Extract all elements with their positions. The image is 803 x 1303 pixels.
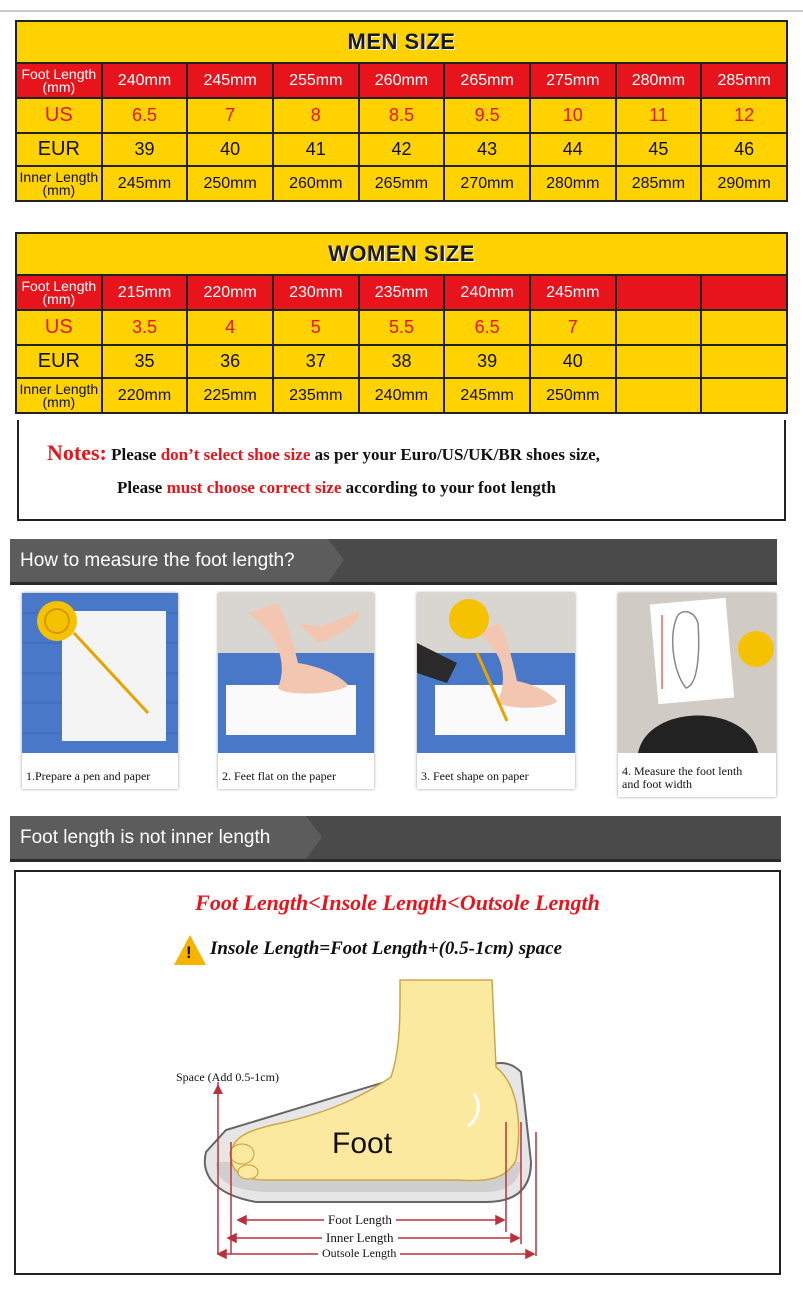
step-card-1 xyxy=(22,593,178,789)
eur-cell: 35 xyxy=(102,345,188,378)
men-foot-length-row xyxy=(16,63,787,98)
eur-cell: 38 xyxy=(359,345,445,378)
foot-vs-inner-banner-title: Foot length is not inner length xyxy=(10,816,306,859)
eur-cell: 41 xyxy=(273,133,359,166)
step-card-2 xyxy=(218,593,374,789)
step-caption: 4. Measure the foot lenth and foot width xyxy=(622,764,743,791)
foot-cell: 220mm xyxy=(187,275,273,310)
foot-cell: 255mm xyxy=(273,63,359,98)
foot-cell: 215mm xyxy=(102,275,188,310)
foot-cell: 245mm xyxy=(187,63,273,98)
notes-text: Please xyxy=(111,445,157,464)
eur-cell: 43 xyxy=(444,133,530,166)
foot-cell: 265mm xyxy=(444,63,530,98)
foot-length-label: Foot Length (mm) xyxy=(16,275,102,310)
inner-cell: 280mm xyxy=(530,166,616,201)
inner-cell: 225mm xyxy=(187,378,273,413)
us-cell: 5 xyxy=(273,310,359,345)
eur-cell: 39 xyxy=(102,133,188,166)
foot-length-measure-label: Foot Length xyxy=(324,1212,396,1228)
eur-cell: 45 xyxy=(616,133,702,166)
us-cell: 4 xyxy=(187,310,273,345)
eur-cell: 36 xyxy=(187,345,273,378)
measure-banner-title: How to measure the foot length? xyxy=(10,539,328,582)
step-card-3 xyxy=(417,593,575,789)
foot-length-label: Foot Length (mm) xyxy=(16,63,102,98)
notes-line-2 xyxy=(117,478,556,498)
us-cell: 11 xyxy=(616,98,702,133)
inner-cell: 250mm xyxy=(187,166,273,201)
foot-length-diagram xyxy=(14,870,781,1275)
notes-box xyxy=(17,420,786,521)
foot-cell: 285mm xyxy=(701,63,787,98)
us-cell: 3.5 xyxy=(102,310,188,345)
notes-line-1 xyxy=(47,440,600,466)
step-caption: 2. Feet flat on the paper xyxy=(222,769,336,783)
notes-warning-text: don’t select shoe size xyxy=(160,445,311,464)
foot-cell: 260mm xyxy=(359,63,445,98)
eur-label: EUR xyxy=(16,133,102,166)
foot-cell: 280mm xyxy=(616,63,702,98)
eur-cell: 40 xyxy=(187,133,273,166)
eur-cell xyxy=(701,345,787,378)
inner-cell: 245mm xyxy=(102,166,188,201)
foot-cell: 275mm xyxy=(530,63,616,98)
women-size-table xyxy=(15,232,788,414)
step-caption: 1.Prepare a pen and paper xyxy=(26,769,151,783)
trace-foot-photo xyxy=(417,593,575,753)
foot-label: Foot xyxy=(332,1127,393,1160)
notes-text: according to your foot length xyxy=(345,478,556,497)
pen-paper-photo xyxy=(22,593,178,753)
inner-cell: 220mm xyxy=(102,378,188,413)
top-divider xyxy=(0,10,803,12)
banner-arrow xyxy=(328,539,344,582)
us-cell: 7 xyxy=(530,310,616,345)
eur-cell: 39 xyxy=(444,345,530,378)
banner-arrow xyxy=(306,816,322,859)
foot-cell: 240mm xyxy=(444,275,530,310)
outsole-length-measure-label: Outsole Length xyxy=(318,1246,400,1261)
us-cell: 8 xyxy=(273,98,359,133)
us-cell: 6.5 xyxy=(102,98,188,133)
us-cell: 10 xyxy=(530,98,616,133)
foot-cell xyxy=(616,275,702,310)
eur-cell: 37 xyxy=(273,345,359,378)
warning-icon: ! xyxy=(174,935,206,965)
inner-cell: 235mm xyxy=(273,378,359,413)
eur-label: EUR xyxy=(16,345,102,378)
men-eur-row xyxy=(16,133,787,166)
measure-banner xyxy=(10,539,777,585)
notes-warning-text: must choose correct size xyxy=(166,478,342,497)
us-cell: 7 xyxy=(187,98,273,133)
inner-cell: 265mm xyxy=(359,166,445,201)
notes-label: Notes: xyxy=(47,440,107,465)
notes-text: as per your Euro/US/UK/BR shoes size, xyxy=(314,445,600,464)
foot-cell: 230mm xyxy=(273,275,359,310)
inner-length-measure-label: Inner Length xyxy=(322,1230,398,1246)
foot-on-paper-photo xyxy=(218,593,374,753)
foot-cell: 235mm xyxy=(359,275,445,310)
us-cell: 9.5 xyxy=(444,98,530,133)
eur-cell: 42 xyxy=(359,133,445,166)
inner-cell: 245mm xyxy=(444,378,530,413)
inner-length-label: Inner Length (mm) xyxy=(16,166,102,201)
step-card-4 xyxy=(618,593,776,797)
foot-cell xyxy=(701,275,787,310)
eur-cell: 40 xyxy=(530,345,616,378)
inner-length-label: Inner Length (mm) xyxy=(16,378,102,413)
us-cell: 5.5 xyxy=(359,310,445,345)
us-cell xyxy=(616,310,702,345)
inner-cell xyxy=(616,378,702,413)
step-caption: 3. Feet shape on paper xyxy=(421,769,529,783)
us-cell: 8.5 xyxy=(359,98,445,133)
foot-vs-inner-banner xyxy=(10,816,781,862)
women-size-title: WOMEN SIZE xyxy=(16,233,787,275)
foot-cell: 240mm xyxy=(102,63,188,98)
us-label: US xyxy=(16,98,102,133)
men-size-title: MEN SIZE xyxy=(16,21,787,63)
inner-cell: 240mm xyxy=(359,378,445,413)
inner-cell: 250mm xyxy=(530,378,616,413)
us-cell xyxy=(701,310,787,345)
men-inner-length-row xyxy=(16,166,787,201)
us-label: US xyxy=(16,310,102,345)
notes-text: Please xyxy=(117,478,163,497)
inner-cell: 285mm xyxy=(616,166,702,201)
space-label: Space (Add 0.5-1cm) xyxy=(176,1070,279,1084)
inner-cell: 260mm xyxy=(273,166,359,201)
women-foot-length-row xyxy=(16,275,787,310)
inner-cell: 290mm xyxy=(701,166,787,201)
men-us-row xyxy=(16,98,787,133)
foot-cell: 245mm xyxy=(530,275,616,310)
us-cell: 6.5 xyxy=(444,310,530,345)
inner-cell xyxy=(701,378,787,413)
us-cell: 12 xyxy=(701,98,787,133)
eur-cell: 44 xyxy=(530,133,616,166)
eur-cell: 46 xyxy=(701,133,787,166)
eur-cell xyxy=(616,345,702,378)
inner-cell: 270mm xyxy=(444,166,530,201)
shoe-foot-illustration xyxy=(16,872,779,1273)
men-size-table xyxy=(15,20,788,202)
insole-length-formula: Insole Length=Foot Length+(0.5-1cm) space xyxy=(210,938,563,959)
size-relation-headline: Foot Length<Insole Length<Outsole Length xyxy=(195,890,600,915)
women-inner-length-row xyxy=(16,378,787,413)
measure-length-photo xyxy=(618,593,776,753)
women-us-row xyxy=(16,310,787,345)
women-eur-row xyxy=(16,345,787,378)
